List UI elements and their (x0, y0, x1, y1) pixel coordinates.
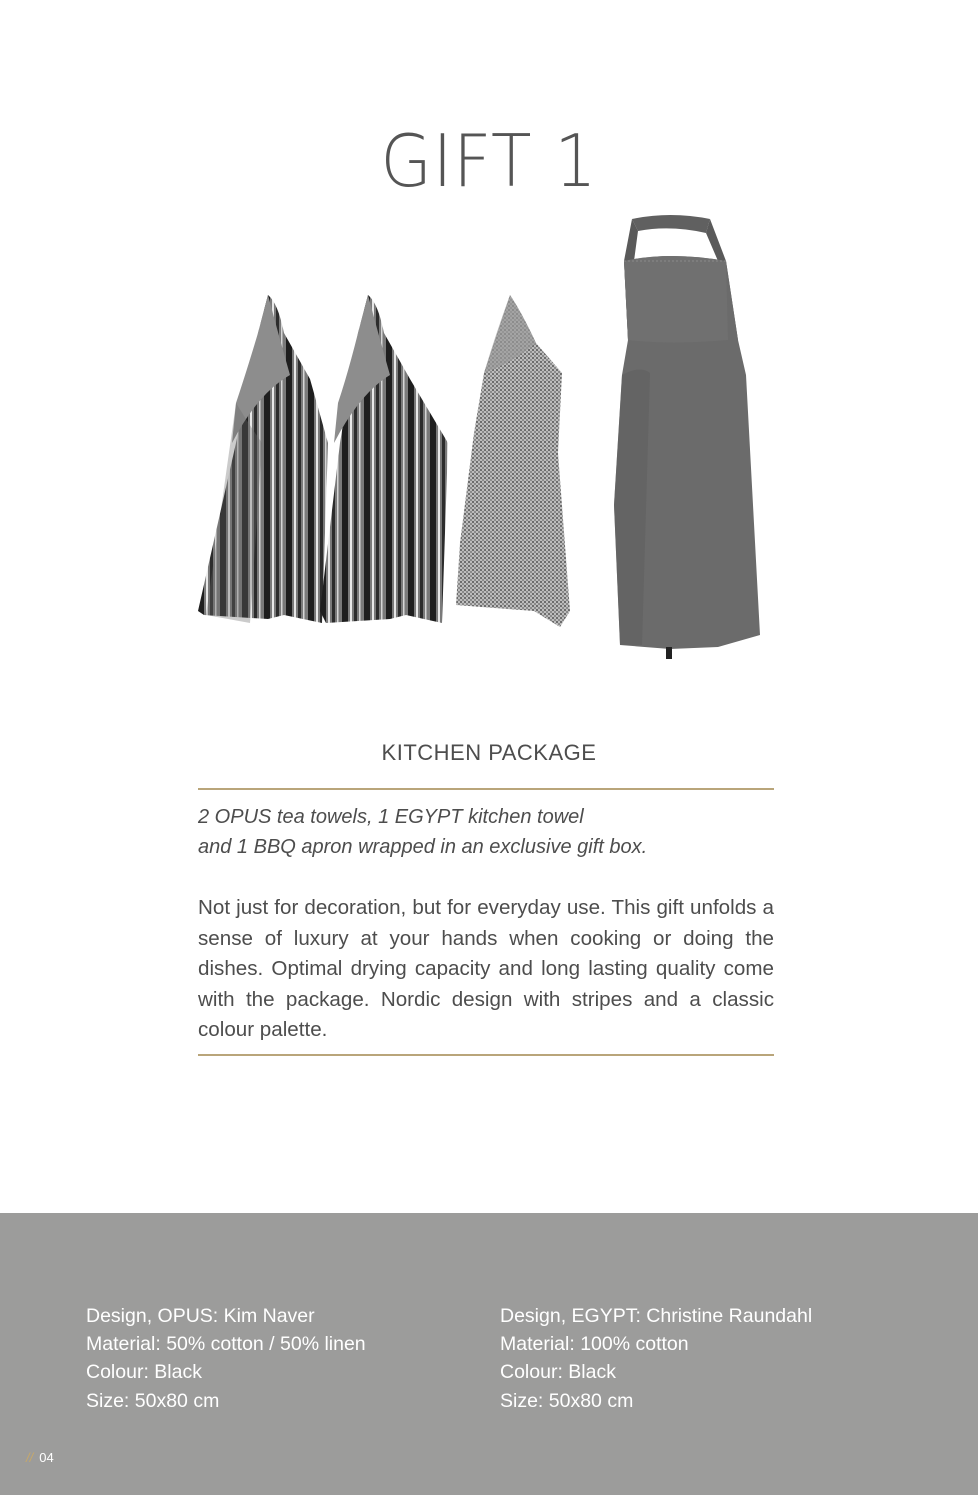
page-number-value: 04 (39, 1450, 54, 1465)
opus-colour: Colour: Black (86, 1361, 202, 1384)
opus-tea-towel-image-2 (320, 293, 450, 628)
product-photos (190, 205, 780, 675)
egypt-size: Size: 50x80 cm (500, 1389, 634, 1412)
package-description: Not just for decoration, but for everyday use. This gift unfolds a sense of luxury at your hands when cooking or doing the dishes. Optimal drying capacity and long lasting quality come with the package. Nordic design with stripes and a classic colour palette. (198, 896, 774, 1041)
package-subtitle: KITCHEN PACKAGE (381, 740, 597, 765)
opus-tea-towel-image-1 (198, 293, 328, 628)
egypt-design: Design, EGYPT: Christine Raundahl (500, 1305, 813, 1327)
divider-bottom (198, 1054, 774, 1056)
page-number (26, 1450, 54, 1465)
opus-design: Design, OPUS: Kim Naver (86, 1305, 315, 1327)
opus-material: Material: 50% cotton / 50% linen (86, 1333, 366, 1356)
page-marker: // (26, 1450, 34, 1465)
bbq-apron-image (610, 205, 770, 660)
opus-specs (86, 1302, 366, 1415)
egypt-specs (500, 1302, 812, 1415)
egypt-material: Material: 100% cotton (500, 1333, 689, 1356)
divider-top (198, 788, 774, 790)
intro-line: and 1 BBQ apron wrapped in an exclusive gift box. (198, 836, 648, 858)
page-title: GIFT 1 (380, 119, 598, 203)
egypt-kitchen-towel-image (452, 293, 577, 628)
intro-line: 2 OPUS tea towels, 1 EGYPT kitchen towel (198, 806, 584, 828)
opus-size: Size: 50x80 cm (86, 1389, 220, 1412)
specs-footer (0, 1213, 978, 1495)
package-intro (198, 802, 774, 862)
egypt-colour: Colour: Black (500, 1361, 616, 1384)
